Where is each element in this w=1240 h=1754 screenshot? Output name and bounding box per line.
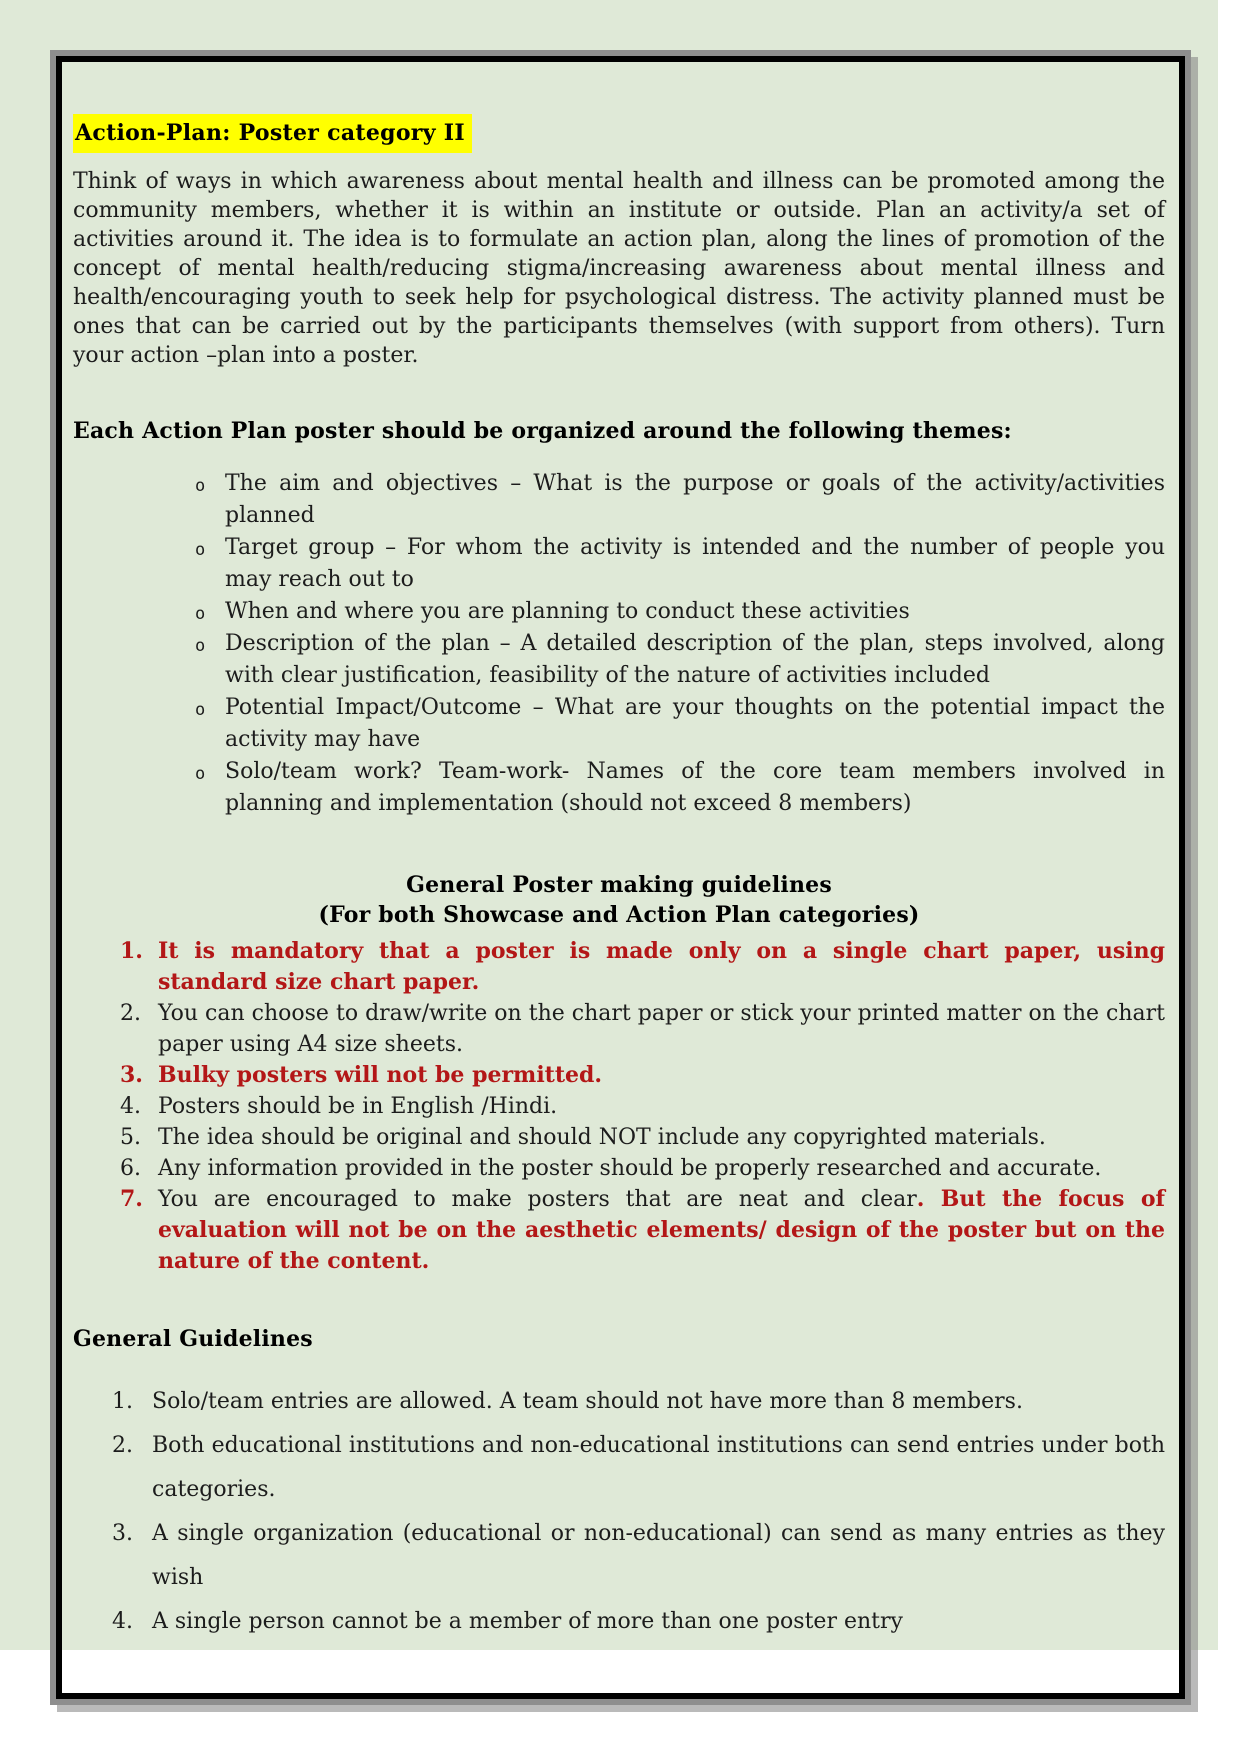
guideline-text: Both educational institutions and non-educational institutions can send entries under both categories. xyxy=(152,1433,1165,1502)
guideline-item xyxy=(73,998,1165,1060)
themes-list xyxy=(73,468,1165,820)
item-number: 1. xyxy=(120,938,143,964)
intro-paragraph: Think of ways in which awareness about mental health and illness can be promoted among the community members, whether it is within an institute or outside. Plan an activity/a set of activities around it. The idea is to formulate an action plan, along the lines of promotion of the concept of mental health/reducing stigma/increasing awareness about mental illness and health/encouraging youth to seek help for psychological distress. The activity planned must be ones that can be carried out by the participants themselves (with support from others). Turn your action –plan into a poster. xyxy=(73,169,1165,368)
guideline-item xyxy=(73,1060,1165,1091)
theme-item xyxy=(73,756,1165,820)
theme-item xyxy=(73,628,1165,692)
page-border-frame xyxy=(50,50,1191,1705)
guideline-text: A single person cannot be a member of more than one poster entry xyxy=(152,1609,903,1634)
item-number: 5. xyxy=(120,1125,141,1150)
guideline-item xyxy=(73,1184,1165,1277)
item-number: 4. xyxy=(112,1609,133,1634)
poster-guidelines-subtitle: (For both Showcase and Action Plan categories) xyxy=(318,902,920,928)
themes-heading: Each Action Plan poster should be organized around the following themes: xyxy=(73,418,1012,444)
guideline-item xyxy=(73,1424,1165,1512)
guideline-text: Any information provided in the poster should be properly researched and accurate. xyxy=(158,1156,1102,1181)
guideline-text-plain: You are encouraged to make posters that are neat and clear xyxy=(158,1187,917,1212)
theme-item xyxy=(73,692,1165,756)
guideline-item xyxy=(73,1600,1165,1644)
circle-bullet-icon: o xyxy=(195,700,206,720)
circle-bullet-icon: o xyxy=(195,764,206,784)
item-number: 3. xyxy=(120,1062,143,1088)
item-number: 3. xyxy=(112,1521,133,1546)
item-number: 4. xyxy=(120,1094,141,1119)
page-border-inner xyxy=(56,56,1185,1699)
guideline-item xyxy=(73,1091,1165,1122)
theme-item xyxy=(73,532,1165,596)
guideline-text: You can choose to draw/write on the chart paper or stick your printed matter on the chart paper using A4 size sheets. xyxy=(158,1001,1165,1057)
document-content xyxy=(62,62,1179,1693)
guideline-text: Posters should be in English /Hindi. xyxy=(158,1094,558,1119)
theme-item xyxy=(73,468,1165,532)
item-number: 1. xyxy=(112,1389,133,1414)
guideline-item xyxy=(73,1122,1165,1153)
guideline-text: The idea should be original and should NOT include any copyrighted materials. xyxy=(158,1125,1046,1150)
general-guidelines-list xyxy=(73,1380,1165,1644)
page-title: Action-Plan: Poster category II xyxy=(73,114,472,153)
guideline-text-emphasis: . But the focus of evaluation will not be on the aesthetic elements/ design of the poster but on the nature of the content. xyxy=(158,1186,1165,1274)
theme-item xyxy=(73,596,1165,628)
theme-text: When and where you are planning to conduct these activities xyxy=(225,599,910,624)
item-number: 2. xyxy=(112,1433,133,1458)
guideline-text: It is mandatory that a poster is made only on a single chart paper, using standard size chart paper. xyxy=(158,938,1165,995)
theme-text: Solo/team work? Team-work- Names of the core team members involved in planning and implementation (should not exceed 8 members) xyxy=(225,759,1165,816)
circle-bullet-icon: o xyxy=(195,636,206,656)
title-line xyxy=(73,114,1165,153)
guideline-text: A single organization (educational or non-educational) can send as many entries as they wish xyxy=(152,1521,1165,1590)
guideline-item xyxy=(73,1380,1165,1424)
circle-bullet-icon: o xyxy=(195,476,206,496)
poster-guidelines-title: General Poster making guidelines xyxy=(406,872,832,898)
general-guidelines-heading: General Guidelines xyxy=(73,1326,313,1352)
poster-guidelines-list xyxy=(73,936,1165,1277)
guideline-text: Bulky posters will not be permitted. xyxy=(158,1062,603,1088)
circle-bullet-icon: o xyxy=(195,604,206,624)
guideline-item xyxy=(73,1512,1165,1600)
theme-text: Potential Impact/Outcome – What are your thoughts on the potential impact the activity may have xyxy=(225,695,1165,752)
item-number: 7. xyxy=(120,1186,143,1212)
circle-bullet-icon: o xyxy=(195,540,206,560)
item-number: 6. xyxy=(120,1156,141,1181)
item-number: 2. xyxy=(120,1001,141,1026)
guideline-item xyxy=(73,1153,1165,1184)
theme-text: The aim and objectives – What is the purpose or goals of the activity/activities planned xyxy=(225,471,1165,528)
theme-text: Description of the plan – A detailed description of the plan, steps involved, along with clear justification, feasibility of the nature of activities included xyxy=(225,631,1165,688)
guideline-item xyxy=(73,936,1165,998)
theme-text: Target group – For whom the activity is intended and the number of people you may reach out to xyxy=(225,535,1165,592)
guideline-text: Solo/team entries are allowed. A team should not have more than 8 members. xyxy=(152,1389,1023,1414)
